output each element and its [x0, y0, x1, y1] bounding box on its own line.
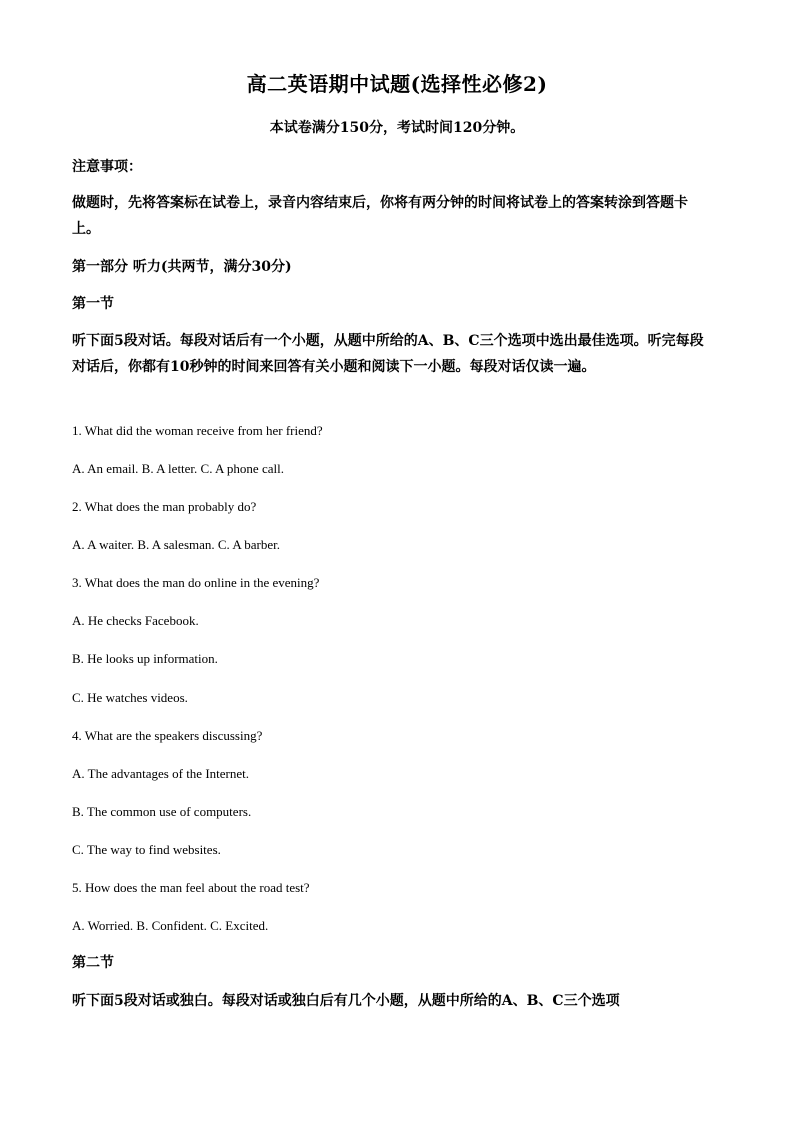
section1-heading: 第一节: [72, 296, 114, 312]
question-stem: 4. What are the speakers discussing?: [72, 728, 263, 743]
question-option: C. The way to find websites.: [72, 842, 221, 857]
question-options: A. Worried. B. Confident. C. Excited.: [72, 918, 269, 933]
question-option: B. He looks up information.: [72, 651, 218, 666]
notice-heading: 注意事项：: [72, 159, 142, 175]
page-title: 高二英语期中试题(选择性必修2): [246, 72, 548, 96]
notice-text: 做题时，先将答案标在试卷上，录音内容结束后，你将有两分钟的时间将试卷上的答案转涂到答题卡上。: [72, 195, 688, 237]
question-option: A. He checks Facebook.: [72, 613, 199, 628]
question-option: A. The advantages of the Internet.: [72, 766, 249, 781]
section2-heading: 第二节: [72, 955, 114, 971]
part1-heading: 第一部分 听力(共两节，满分30分): [72, 259, 292, 275]
section2-instructions: 听下面5段对话或独白。每段对话或独白后有几个小题，从题中所给的A、B、C三个选项: [72, 993, 620, 1009]
question-stem: 3. What does the man do online in the evening?: [72, 575, 320, 590]
question-stem: 5. How does the man feel about the road test?: [72, 880, 310, 895]
question-option: B. The common use of computers.: [72, 804, 252, 819]
question-option: C. He watches videos.: [72, 690, 188, 705]
section1-instructions: 听下面5段对话。每段对话后有一个小题，从题中所给的A、B、C三个选项中选出最佳选项。听完每段对话后，你都有10秒钟的时间来回答有关小题和阅读下一小题。每段对话仅读一遍。: [72, 333, 704, 375]
question-options: A. A waiter. B. A salesman. C. A barber.: [72, 537, 280, 552]
exam-info: 本试卷满分150分，考试时间120分钟。: [269, 120, 525, 136]
question-stem: 2. What does the man probably do?: [72, 499, 257, 514]
question-options: A. An email. B. A letter. C. A phone call.: [72, 461, 284, 476]
question-stem: 1. What did the woman receive from her friend?: [72, 423, 323, 438]
